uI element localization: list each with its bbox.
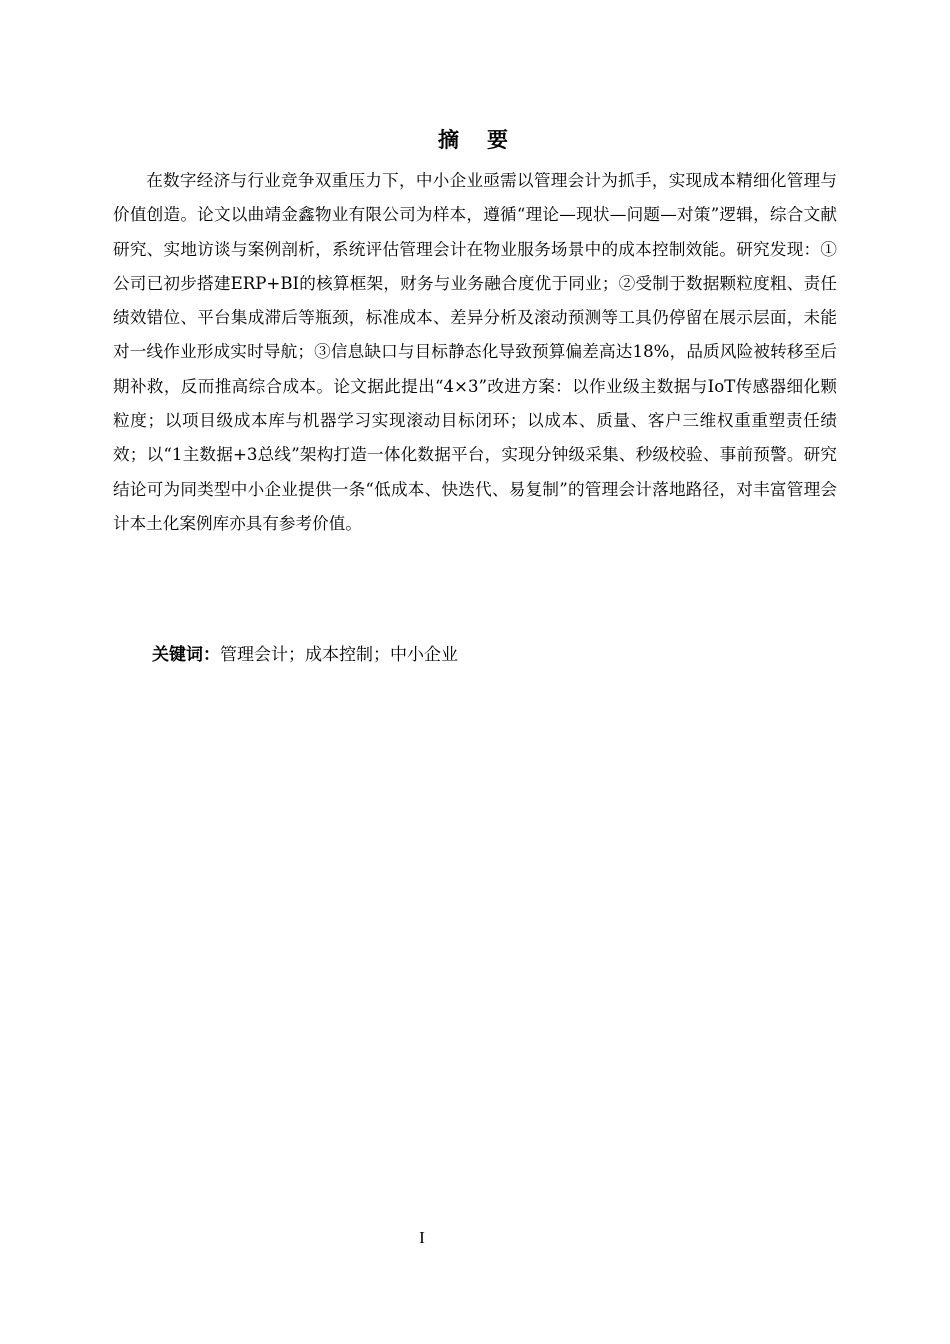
abstract-title: 摘要 [438,128,536,152]
page-number: I [419,1228,425,1247]
keywords-text: 管理会计；成本控制；中小企业 [220,645,458,665]
keywords-line [152,638,852,672]
abstract-body: 在数字经济与行业竞争双重压力下，中小企业亟需以管理会计为抓手，实现成本精细化管理与价值创造。论文以曲靖金鑫物业有限公司为样本，遵循“理论—现状—问题—对策”逻辑，综合文献研究、实地访谈与案例剖析，系统评估管理会计在物业服务场景中的成本控制效能。研究发现：①公司已初步搭建ERP+BI的核算框架，财务与业务融合度优于同业；②受制于数据颗粒度粗、责任绩效错位、平台集成滞后等瓶颈，标准成本、差异分析及滚动预测等工具仍停留在展示层面，未能对一线作业形成实时导航；③信息缺口与目标静态化导致预算偏差高达18%，品质风险被转移至后期补救，反而推高综合成本。论文据此提出“4×3”改进方案：以作业级主数据与IoT传感器细化颗粒度；以项目级成本库与机器学习实现滚动目标闭环；以成本、质量、客户三维权重重塑责任绩效；以“1主数据+3总线”架构打造一体化数据平台，实现分钟级采集、秒级校验、事前预警。研究结论可为同类型中小企业提供一条“低成本、快迭代、易复制”的管理会计落地路径，对丰富管理会计本土化案例库亦具有参考价值。 [113,171,837,533]
keywords-label: 关键词： [152,645,220,665]
